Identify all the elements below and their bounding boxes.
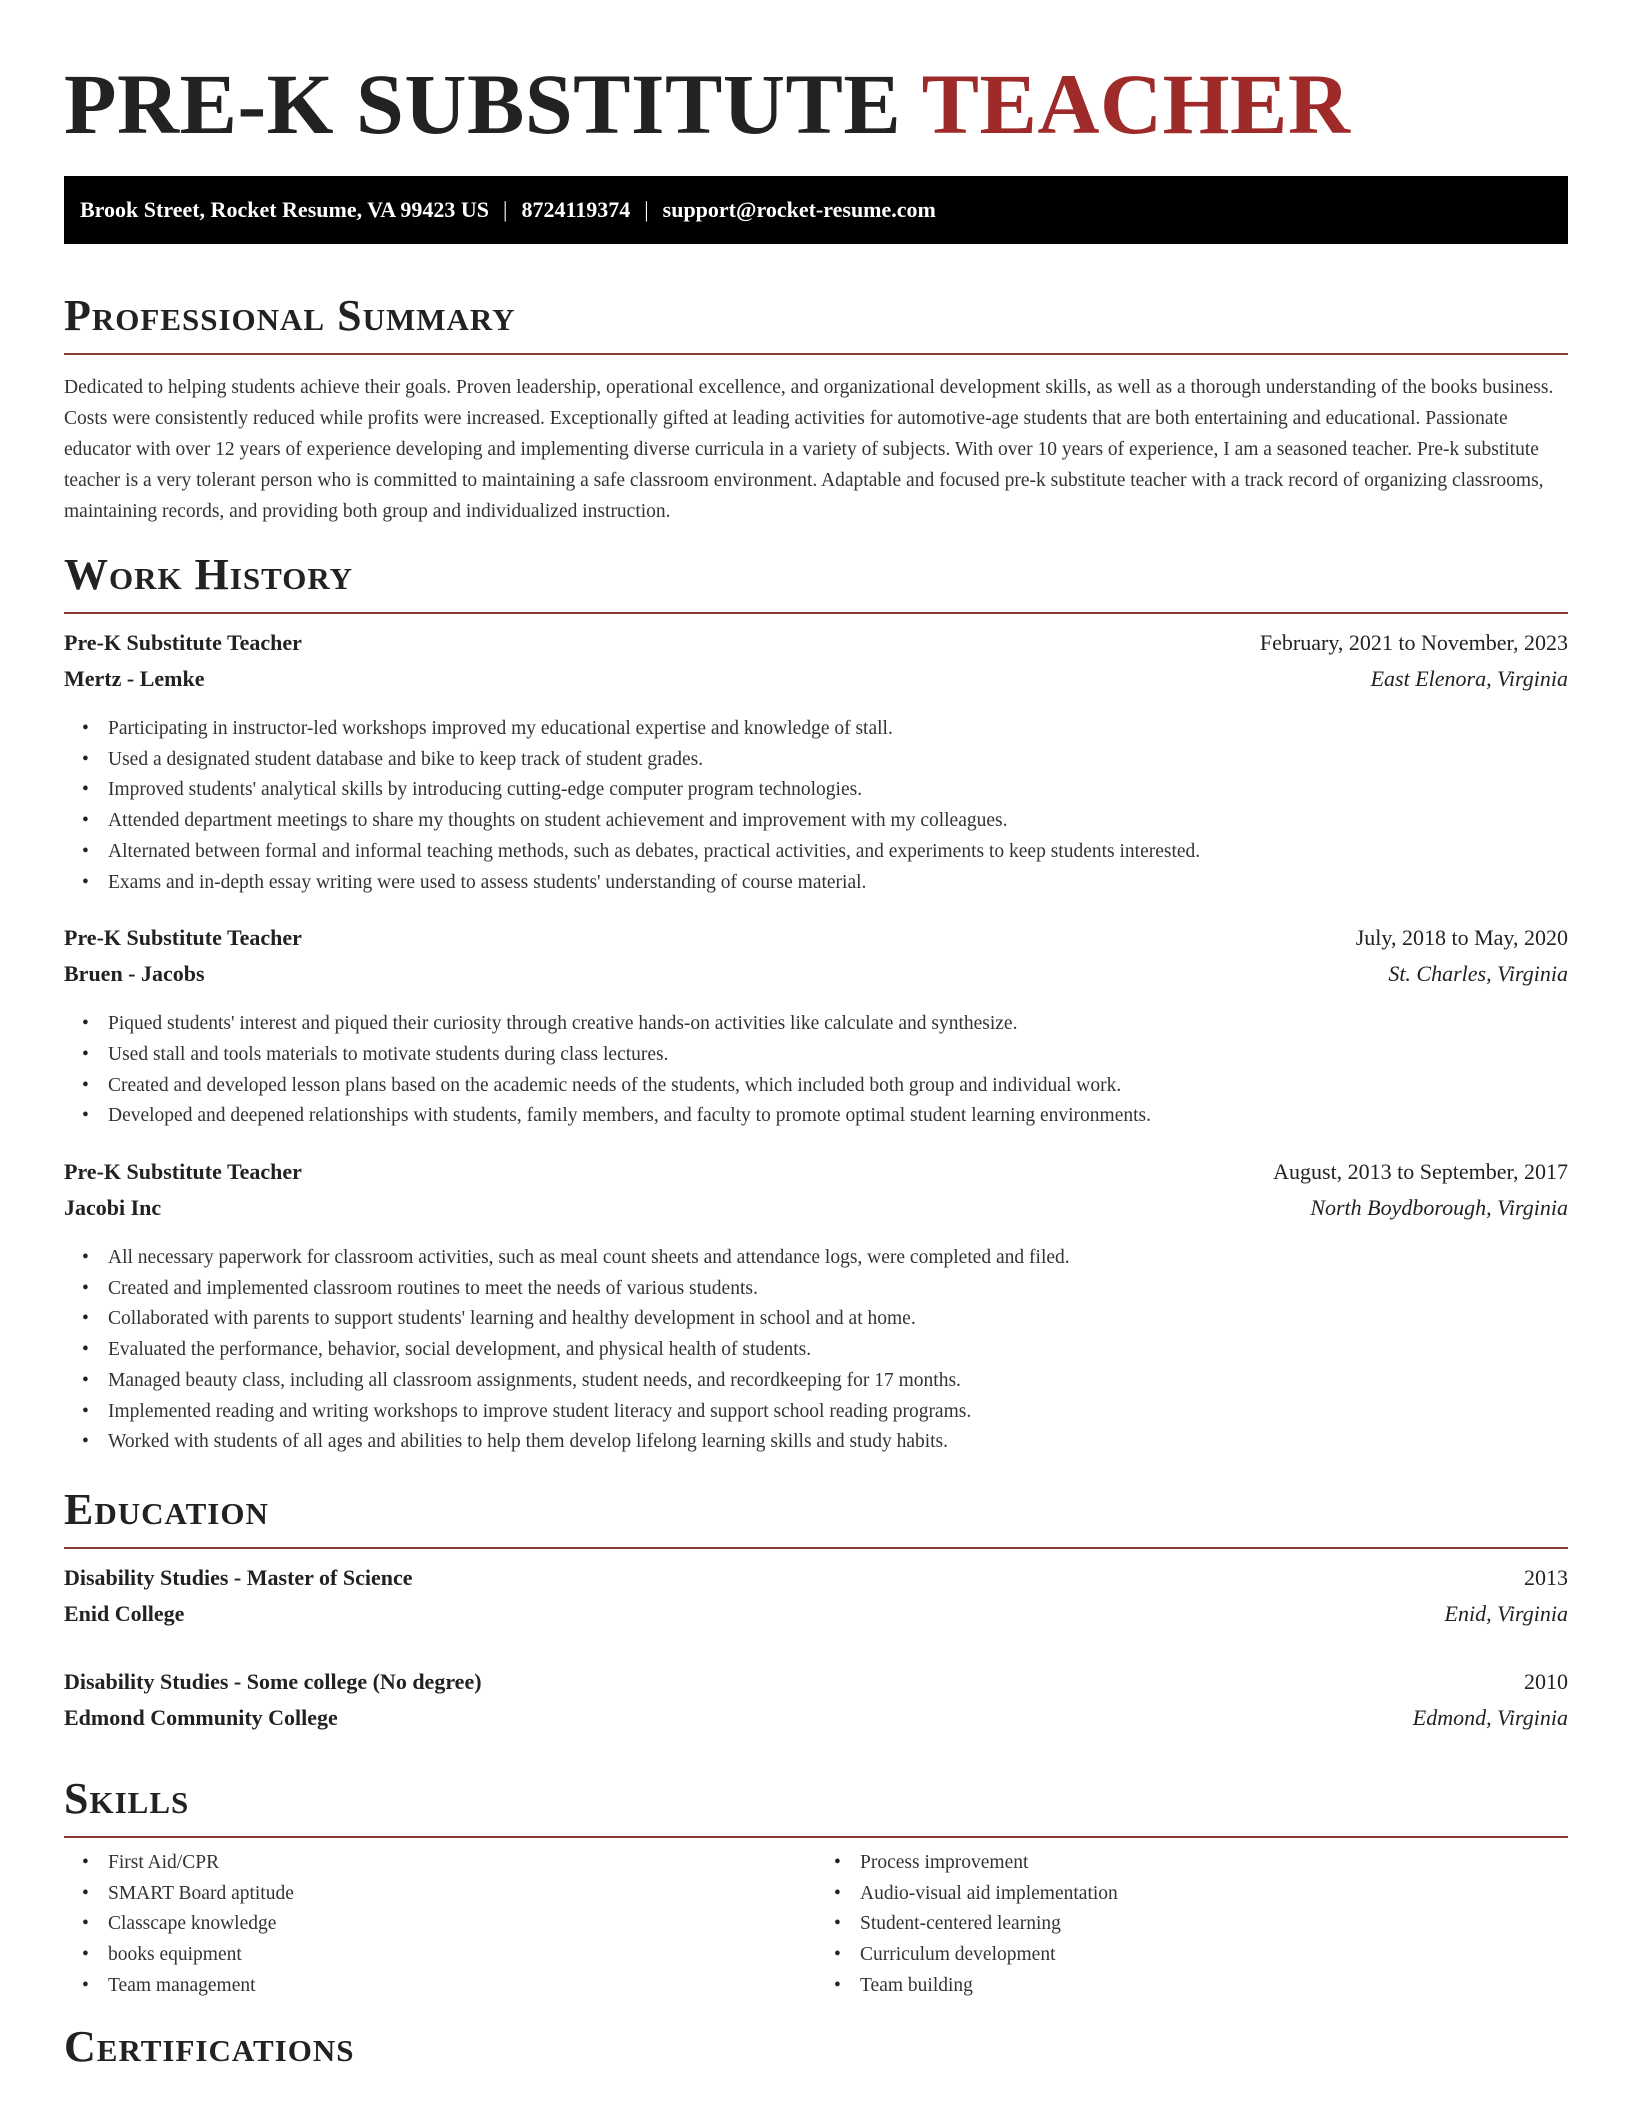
list-item: • Developed and deepened relationships with students, family members, and faculty to promote optimal student learning environments. [108,1101,1568,1132]
job-bullets [64,1243,1568,1458]
contact-email: support@rocket-resume.com [662,197,936,222]
list-item: • Evaluated the performance, behavior, social development, and physical health of students. [108,1335,1568,1366]
section-title-education: Education [64,1484,269,1534]
contact-address: Brook Street, Rocket Resume, VA 99423 US [80,197,490,222]
skills-list-left [64,1848,816,2002]
job-dates: August, 2013 to September, 2017 [1273,1159,1568,1185]
section-divider [64,353,1568,355]
education-location: Edmond, Virginia [1412,1704,1568,1730]
job-dates: July, 2018 to May, 2020 [1355,925,1568,951]
job-entry [64,630,1568,898]
education-degree: Disability Studies - Master of Science [64,1564,413,1590]
list-item: • Improved students' analytical skills by introducing cutting-edge computer program technologies. [108,775,1568,806]
job-role: Pre-K Substitute Teacher [64,925,302,951]
job-header-row [64,925,1568,961]
contact-bar [64,176,1568,244]
section-divider [64,1547,1568,1549]
job-header-row [64,1159,1568,1195]
education-header-row [64,1669,1568,1705]
job-bullets [64,714,1568,898]
job-entry [64,1159,1568,1458]
contact-separator: | [644,197,649,222]
resume-name [64,0,1568,176]
education-degree: Disability Studies - Some college (No degree) [64,1668,482,1694]
job-location: East Elenora, Virginia [1370,666,1568,691]
name-accent: TEACHER [921,56,1351,152]
education-school-row [64,1705,1568,1741]
education-year: 2010 [1524,1668,1568,1694]
list-item: • All necessary paperwork for classroom activities, such as meal count sheets and attendance logs, were completed and filed. [108,1243,1568,1274]
list-item: • First Aid/CPR [108,1848,816,1879]
list-item: • Exams and in-depth essay writing were used to assess students' understanding of course material. [108,868,1568,899]
contact-separator: | [503,197,508,222]
list-item: • Classcape knowledge [108,1909,816,1940]
job-company-row [64,961,1568,997]
education-entry [64,1669,1568,1741]
list-item: • Managed beauty class, including all classroom assignments, student needs, and recordkeeping for 17 months. [108,1366,1568,1397]
list-item: • Collaborated with parents to support students' learning and healthy development in school and at home. [108,1304,1568,1335]
job-company: Jacobi Inc [64,1195,162,1221]
job-header-row [64,630,1568,666]
job-bullets [64,1009,1568,1132]
job-company-row [64,666,1568,702]
list-item: • Used stall and tools materials to motivate students during class lectures. [108,1040,1568,1071]
list-item: • Alternated between formal and informal teaching methods, such as debates, practical activities, and experiments to keep students interested. [108,837,1568,868]
job-company-row [64,1195,1568,1231]
list-item: • SMART Board aptitude [108,1879,816,1910]
list-item: • Team building [860,1971,1568,2002]
skills-list-right [816,1848,1568,2002]
education-year: 2013 [1524,1564,1568,1590]
section-title-work: Work History [64,550,354,599]
job-company: Mertz - Lemke [64,666,205,691]
list-item: • books equipment [108,1940,816,1971]
job-company: Bruen - Jacobs [64,961,205,987]
job-role: Pre-K Substitute Teacher [64,630,302,655]
list-item: • Student-centered learning [860,1909,1568,1940]
list-item: • Audio-visual aid implementation [860,1879,1568,1910]
education-school-row [64,1601,1568,1637]
list-item: • Worked with students of all ages and abilities to help them develop lifelong learning skills and study habits. [108,1427,1568,1458]
section-title-skills: Skills [64,1773,190,1823]
skills-grid [64,1838,1568,2002]
list-item: • Team management [108,1971,816,2002]
education-school: Edmond Community College [64,1704,338,1730]
work-section [64,547,1568,1458]
job-location: North Boydborough, Virginia [1310,1195,1568,1221]
list-item: • Process improvement [860,1848,1568,1879]
section-title-summary: Professional Summary [64,291,516,340]
list-item: • Implemented reading and writing workshops to improve student literacy and support school reading programs. [108,1397,1568,1428]
list-item: • Created and developed lesson plans based on the academic needs of the students, which included both group and individual work. [108,1071,1568,1102]
list-item: • Created and implemented classroom routines to meet the needs of various students. [108,1274,1568,1305]
contact-phone: 8724119374 [521,197,631,222]
education-location: Enid, Virginia [1444,1600,1568,1626]
list-item: • Curriculum development [860,1940,1568,1971]
name-main: PRE-K SUBSTITUTE [64,56,902,152]
list-item: • Participating in instructor-led workshops improved my educational expertise and knowledge of stall. [108,714,1568,745]
education-entry [64,1565,1568,1637]
section-title-certifications: Certifications [64,2022,355,2072]
education-header-row [64,1565,1568,1601]
skills-section [64,1771,1568,2002]
list-item: • Piqued students' interest and piqued their curiosity through creative hands-on activities like calculate and synthesize. [108,1009,1568,1040]
summary-text: Dedicated to helping students achieve their goals. Proven leadership, operational excellence, and organizational development skills, as well as a thorough understanding of the books business. Costs were consistently reduced while profits were increased. Exceptionally gifted at leading activities for automotive-age students that are both entertaining and educational. Passionate educator with over 12 years of experience developing and implementing diverse curricula in a variety of subjects. With over 10 years of experience, I am a seasoned teacher. Pre-k substitute teacher is a very tolerant person who is committed to maintaining a safe classroom environment. Adaptable and focused pre-k substitute teacher with a track record of organizing classrooms, maintaining records, and providing both group and individualized instruction. [64,377,1554,522]
list-item: • Attended department meetings to share my thoughts on student achievement and improvement with my colleagues. [108,806,1568,837]
job-location: St. Charles, Virginia [1388,961,1568,987]
list-item: • Used a designated student database and bike to keep track of student grades. [108,745,1568,776]
certifications-section [64,2019,1568,2075]
job-entry [64,925,1568,1132]
education-section [64,1482,1568,1741]
education-school: Enid College [64,1600,185,1626]
section-divider [64,612,1568,614]
job-dates: February, 2021 to November, 2023 [1259,630,1568,655]
job-role: Pre-K Substitute Teacher [64,1159,302,1185]
summary-section [64,288,1568,527]
